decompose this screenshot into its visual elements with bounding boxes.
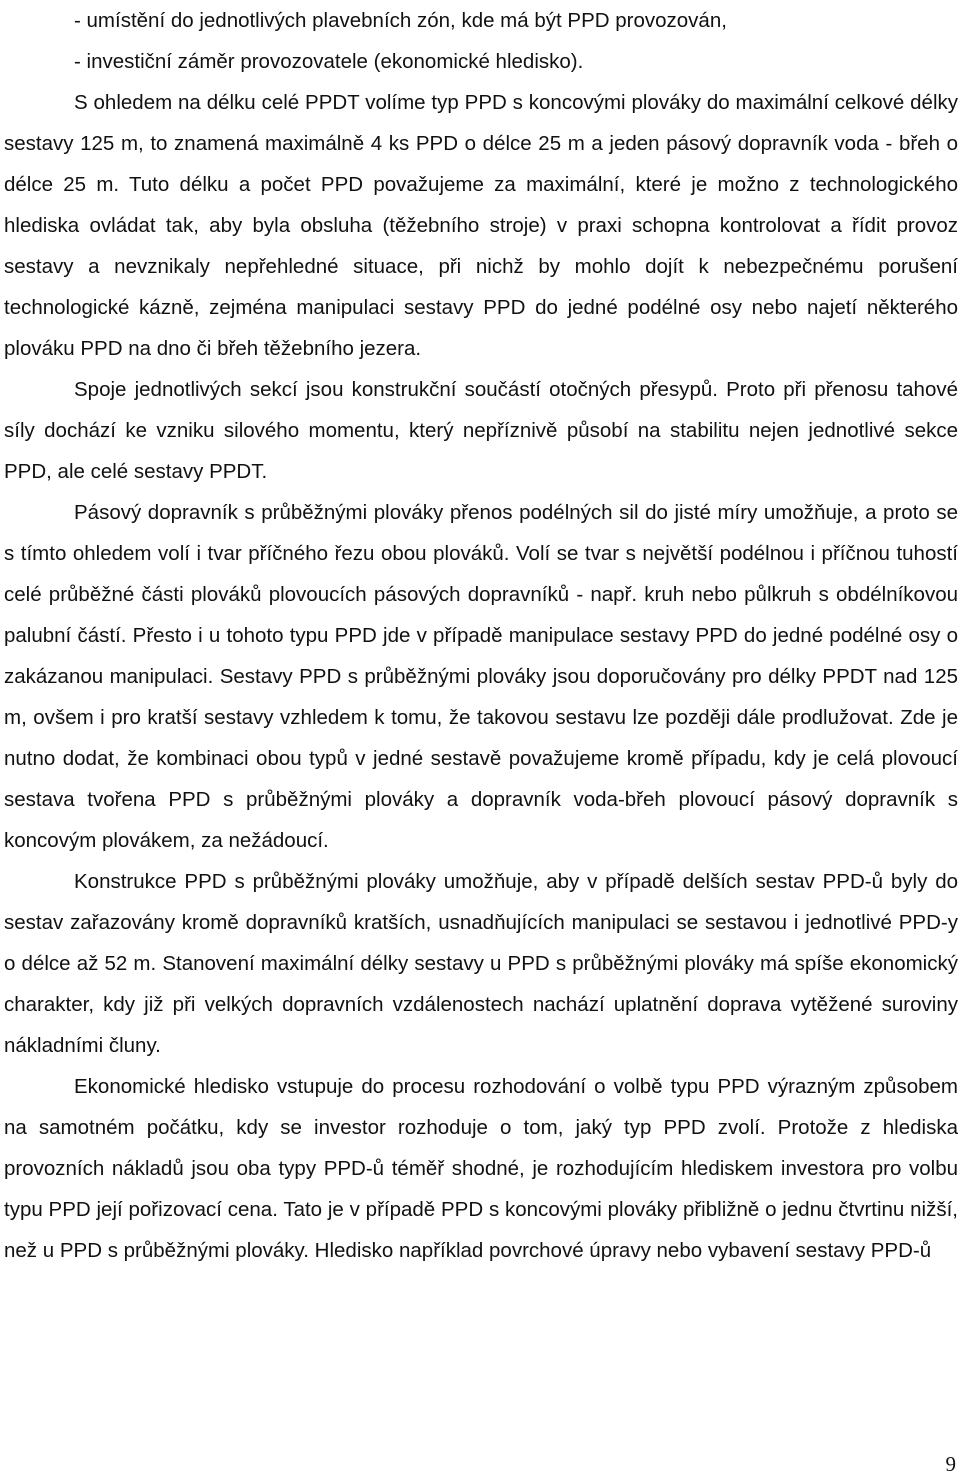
- paragraph: Ekonomické hledisko vstupuje do procesu rozhodování o volbě typu PPD výrazným způsobem na samotném počátku, kdy se investor rozhoduje o tom, jaký typ PPD zvolí. Protože z hlediska provozních nákladů jsou oba typy PPD-ů téměř shodné, je rozhodujícím hlediskem investora pro volbu typu PPD její pořizovací cena. Tato je v případě PPD s koncovými plováky přibližně o jednu čtvrtinu nižší, než u PPD s průběžnými plováky. Hledisko například povrchové úpravy nebo vybavení sestavy PPD-ů: [4, 1075, 958, 1262]
- paragraph: Konstrukce PPD s průběžnými plováky umožňuje, aby v případě delších sestav PPD-ů byly do sestav zařazovány kromě dopravníků kratších, usnadňujících manipulaci se sestavou i jednotlivé PPD-y o délce až 52 m. Stanovení maximální délky sestavy u PPD s průběžnými plováky má spíše ekonomický charakter, kdy již při velkých dopravních vzdálenostech nachází uplatnění doprava vytěžené suroviny nákladními čluny.: [4, 870, 958, 1057]
- document-page: [4, 0, 958, 1271]
- paragraph: S ohledem na délku celé PPDT volíme typ PPD s koncovými plováky do maximální celkové délky sestavy 125 m, to znamená maximálně 4 ks PPD o délce 25 m a jeden pásový dopravník voda - břeh o délce 25 m. Tuto délku a počet PPD považujeme za maximální, které je možno z technologického hlediska ovládat tak, aby byla obsluha (těžebního stroje) v praxi schopna kontrolovat a řídit provoz sestavy a nevznikaly nepřehledné situace, při nichž by mohlo dojít k nebezpečnému porušení technologické kázně, zejména manipulaci sestavy PPD do jedné podélné osy nebo najetí některého plováku PPD na dno či břeh těžebního jezera.: [4, 91, 958, 360]
- paragraph: Pásový dopravník s průběžnými plováky přenos podélných sil do jisté míry umožňuje, a proto se s tímto ohledem volí i tvar příčného řezu obou plováků. Volí se tvar s největší podélnou i příčnou tuhostí celé průběžné části plováků plovoucích pásových dopravníků - např. kruh nebo půlkruh s obdélníkovou palubní částí. Přesto i u tohoto typu PPD jde v případě manipulace sestavy PPD do jedné podélné osy o zakázanou manipulaci. Sestavy PPD s průběžnými plováky jsou doporučovány pro délky PPDT nad 125 m, ovšem i pro kratší sestavy vzhledem k tomu, že takovou sestavu lze později dále prodlužovat. Zde je nutno dodat, že kombinaci obou typů v jedné sestavě považujeme kromě případu, kdy je celá plovoucí sestava tvořena PPD s průběžnými plováky a dopravník voda-břeh plovoucí pásový dopravník s koncovým plovákem, za nežádoucí.: [4, 501, 958, 852]
- page-number: 9: [945, 1452, 956, 1476]
- list-item: - umístění do jednotlivých plavebních zón, kde má být PPD provozován,: [74, 9, 727, 32]
- list-item: - investiční záměr provozovatele (ekonomické hledisko).: [74, 50, 584, 73]
- paragraph: Spoje jednotlivých sekcí jsou konstrukční součástí otočných přesypů. Proto při přenosu tahové síly dochází ke vzniku silového momentu, který nepříznivě působí na stabilitu nejen jednotlivé sekce PPD, ale celé sestavy PPDT.: [4, 378, 958, 483]
